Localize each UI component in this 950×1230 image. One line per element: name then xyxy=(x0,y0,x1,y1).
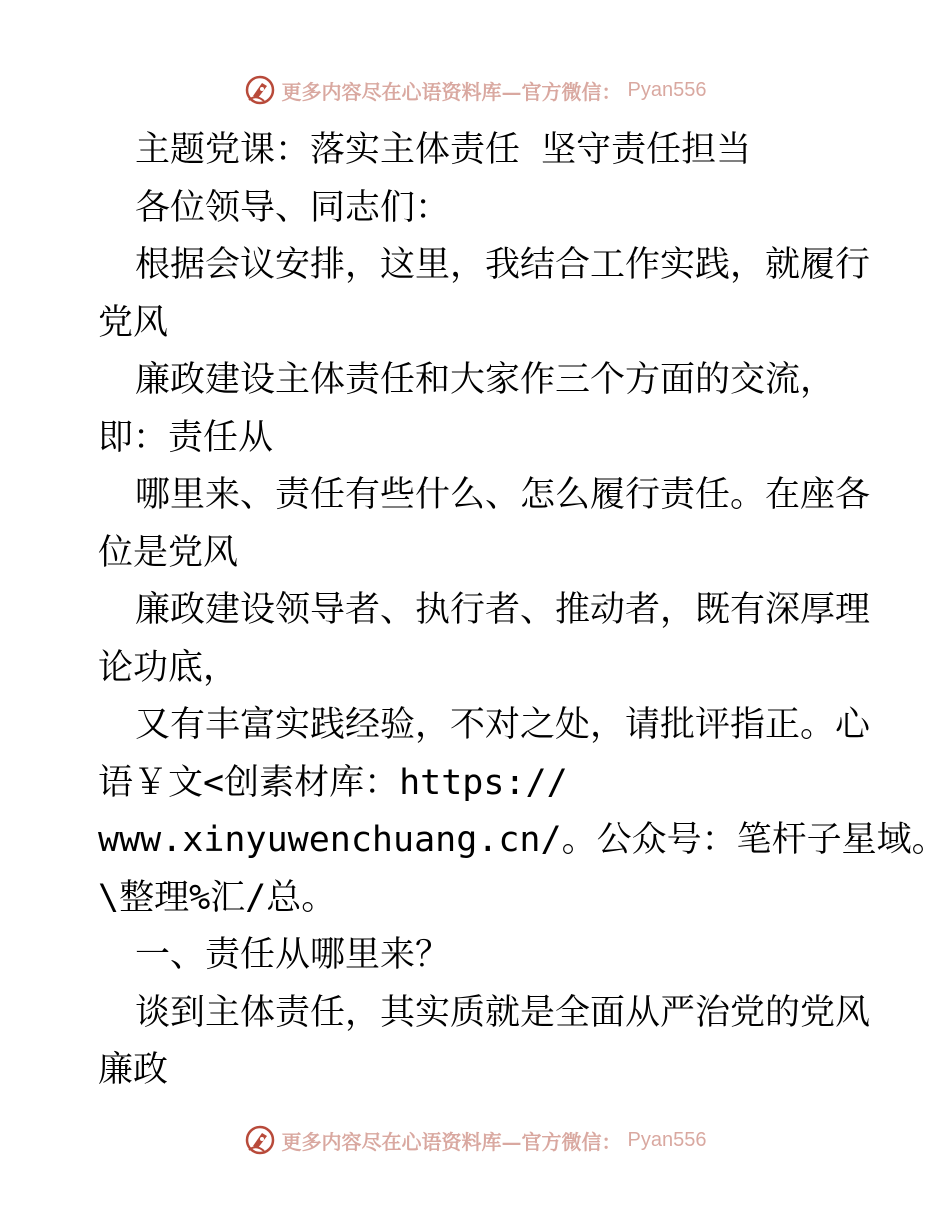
document-line: 党风 xyxy=(98,302,169,343)
pen-nib-logo-icon xyxy=(244,1124,276,1156)
document-line: 位是党风 xyxy=(98,532,239,573)
document-line: 即：责任从 xyxy=(98,417,274,458)
footer-banner-text: 更多内容尽在心语资料库—官方微信： xyxy=(281,1129,622,1154)
document-line: \整理%汇/总。 xyxy=(98,877,337,918)
header-banner-text: 更多内容尽在心语资料库—官方微信： xyxy=(281,79,622,104)
header-banner-id: Pyan556 xyxy=(627,78,707,101)
document-line: 廉政建设领导者、执行者、推动者，既有深厚理 xyxy=(135,590,871,630)
document-line: 又有丰富实践经验，不对之处，请批评指正。心 xyxy=(135,705,871,745)
document-line: 廉政建设主体责任和大家作三个方面的交流， xyxy=(135,360,836,400)
pen-nib-logo-icon xyxy=(244,74,276,106)
document-line: 主题党课：落实主体责任 坚守责任担当 xyxy=(135,130,752,170)
document-line: 语￥文<创素材库：https:// xyxy=(98,762,568,803)
footer-banner xyxy=(0,1120,950,1160)
document-line: www.xinyuwenchuang.cn/。公众号：笔杆子星域。 xyxy=(98,820,947,860)
document-body xyxy=(98,122,947,1100)
document-line: 论功底， xyxy=(98,647,239,688)
footer-banner-id: Pyan556 xyxy=(627,1128,707,1151)
document-line: 根据会议安排，这里，我结合工作实践，就履行 xyxy=(135,245,871,285)
header-banner xyxy=(0,70,950,110)
document-line: 谈到主体责任，其实质就是全面从严治党的党风 xyxy=(135,992,871,1033)
document-line: 各位领导、同志们： xyxy=(135,187,451,228)
document-line: 廉政 xyxy=(98,1050,169,1090)
document-line: 哪里来、责任有些什么、怎么履行责任。在座各 xyxy=(135,475,871,515)
document-line: 一、责任从哪里来？ xyxy=(135,935,451,975)
